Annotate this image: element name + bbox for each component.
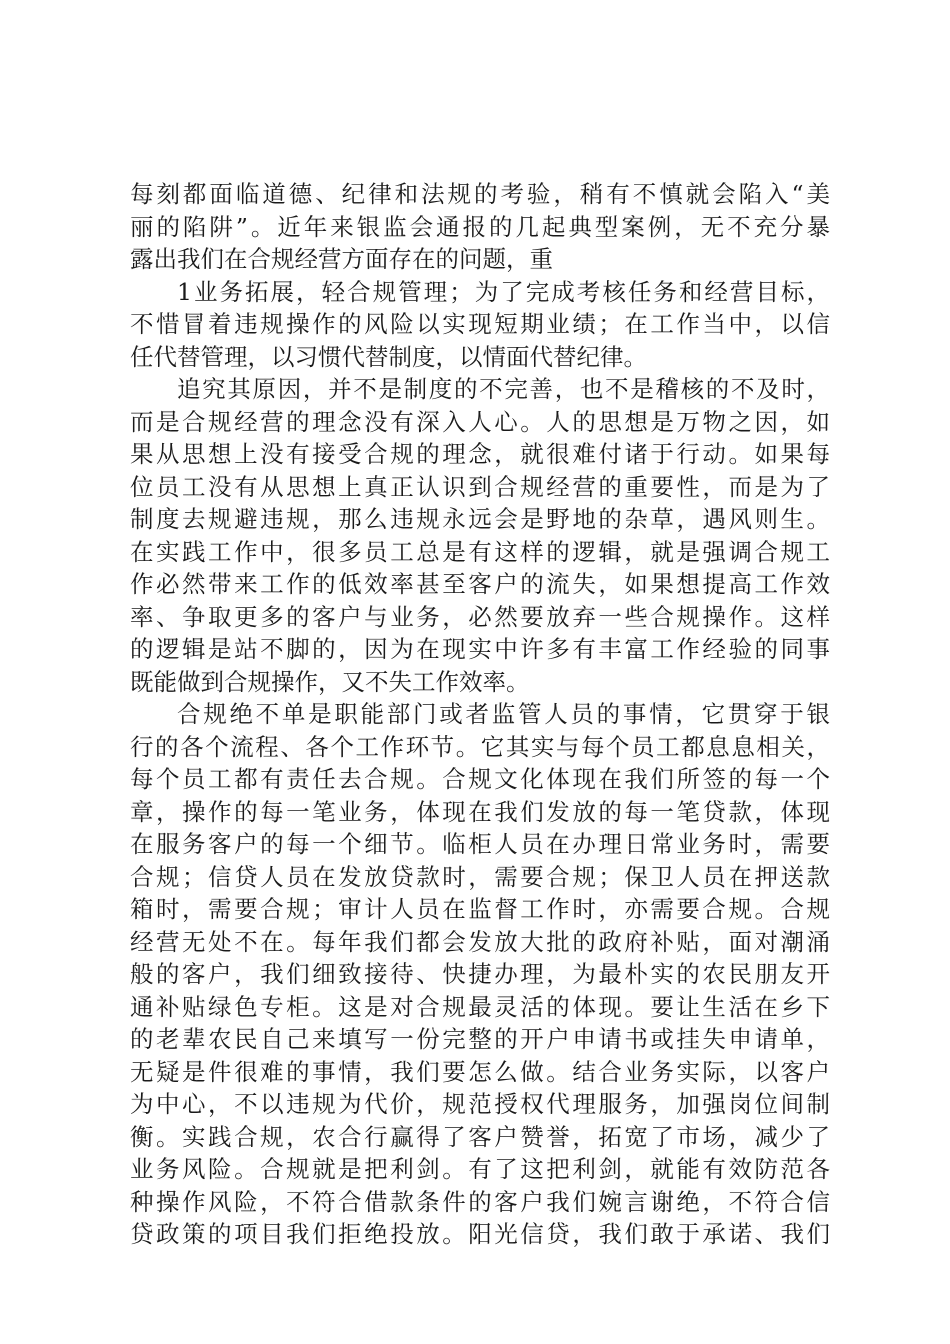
text-line: 种操作风险，不符合借款条件的客户我们婉言谢绝，不符合信 bbox=[130, 1187, 830, 1216]
text-line: 任代替管理，以习惯代替制度，以情面代替纪律。 bbox=[130, 342, 647, 371]
text-line: 合规绝不单是职能部门或者监管人员的事情，它贯穿于银 bbox=[177, 700, 830, 728]
text-line: 每个员工都有责任去合规。合规文化体现在我们所签的每一个 bbox=[130, 765, 830, 793]
text-line: 作必然带来工作的低效率甚至客户的流失，如果想提高工作效 bbox=[130, 570, 830, 598]
text-line: 在实践工作中，很多员工总是有这样的逻辑，就是强调合规工 bbox=[130, 537, 830, 566]
text-line: 的逻辑是站不脚的，因为在现实中许多有丰富工作经验的同事 bbox=[130, 635, 830, 663]
paragraph bbox=[130, 698, 830, 1251]
text-line: 的老辈农民自己来填写一份完整的开户申请书或挂失申请单， bbox=[130, 1025, 830, 1053]
text-line: 为中心，不以违规为代价，规范授权代理服务，加强岗位间制 bbox=[130, 1090, 830, 1118]
text-line: 丽的陷阱”。近年来银监会通报的几起典型案例，无不充分暴 bbox=[130, 212, 830, 241]
text-line: 果从思想上没有接受合规的理念，就很难付诸于行动。如果每 bbox=[130, 440, 830, 468]
text-line: 行的各个流程、各个工作环节。它其实与每个员工都息息相关， bbox=[130, 732, 830, 761]
paragraph bbox=[130, 373, 830, 698]
paragraph bbox=[130, 178, 830, 276]
text-line: 既能做到合规操作，又不失工作效率。 bbox=[130, 667, 530, 696]
text-line: 位员工没有从思想上真正认识到合规经营的重要性，而是为了 bbox=[130, 472, 830, 501]
text-line: 追究其原因，并不是制度的不完善，也不是稽核的不及时， bbox=[177, 375, 830, 403]
text-line: 无疑是件很难的事情，我们要怎么做。结合业务实际，以客户 bbox=[130, 1057, 830, 1086]
text-line: 章，操作的每一笔业务，体现在我们发放的每一笔贷款，体现 bbox=[130, 797, 830, 826]
text-line: 业务风险。合规就是把利剑。有了这把利剑，就能有效防范各 bbox=[130, 1155, 830, 1183]
text-line: 在服务客户的每一个细节。临柜人员在办理日常业务时，需要 bbox=[130, 830, 830, 858]
text-line: 衡。实践合规，农合行赢得了客户赞誉，拓宽了市场，减少了 bbox=[130, 1122, 830, 1151]
text-line: 制度去规避违规，那么违规永远会是野地的杂草，遇风则生。 bbox=[130, 505, 830, 533]
text-line: 箱时，需要合规；审计人员在监督工作时，亦需要合规。合规 bbox=[130, 895, 830, 923]
text-line: 贷政策的项目我们拒绝投放。阳光信贷，我们敢于承诺、我们 bbox=[130, 1220, 830, 1248]
text-line: 般的客户，我们细致接待、快捷办理，为最朴实的农民朋友开 bbox=[130, 960, 830, 988]
paragraph bbox=[130, 276, 830, 374]
text-line: 露出我们在合规经营方面存在的问题，重 bbox=[130, 245, 553, 273]
text-line: 而是合规经营的理念没有深入人心。人的思想是万物之因，如 bbox=[130, 407, 830, 436]
text-line: 率、争取更多的客户与业务，必然要放弃一些合规操作。这样 bbox=[130, 602, 830, 631]
text-line: 每刻都面临道德、纪律和法规的考验，稍有不慎就会陷入“美 bbox=[130, 180, 830, 208]
text-line: 通补贴绿色专柜。这是对合规最灵活的体现。要让生活在乡下 bbox=[130, 992, 830, 1021]
text-line: 合规；信贷人员在发放贷款时，需要合规；保卫人员在押送款 bbox=[130, 862, 830, 891]
document-body bbox=[130, 178, 830, 1251]
text-line: 不惜冒着违规操作的风险以实现短期业绩；在工作当中，以信 bbox=[130, 310, 830, 338]
text-line: 1业务拓展，轻合规管理；为了完成考核任务和经营目标， bbox=[177, 277, 830, 306]
text-line: 经营无处不在。每年我们都会发放大批的政府补贴，面对潮涌 bbox=[130, 927, 830, 956]
